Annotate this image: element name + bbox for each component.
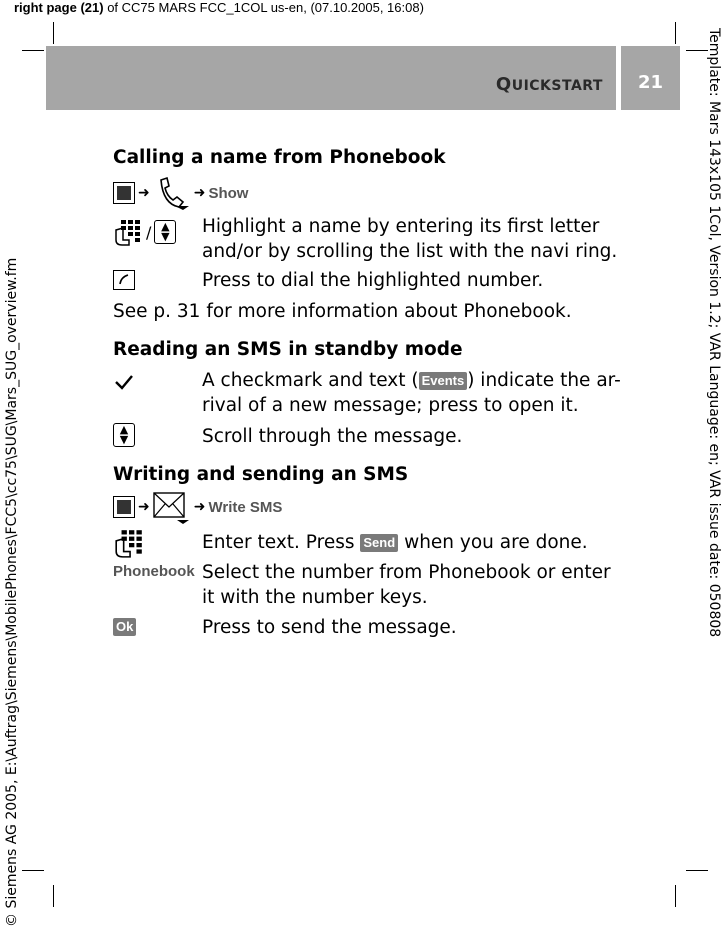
menu-key-icon [113, 182, 135, 204]
print-slug [14, 0, 424, 16]
slug-page-ref: right page (21) [14, 0, 104, 15]
read-sms-step-2: Scroll through the message. [202, 426, 463, 447]
crop-mark [675, 22, 676, 44]
write-sms-key-sequence [113, 492, 282, 522]
ok-softkey-symbol [113, 616, 136, 636]
crop-mark [686, 50, 708, 51]
crop-mark [53, 22, 54, 44]
arrow-icon: ➜ [193, 499, 206, 515]
section-title-read-sms: Reading an SMS in standby mode [113, 339, 463, 360]
crop-mark [22, 50, 44, 51]
side-template-info: Template: Mars 143x105 1Col, Version 1.2; VAR Language: en; VAR issue date: 050808 [706, 28, 722, 638]
crop-mark [675, 885, 676, 907]
read-sms-step-1: A checkmark and text ( Events ) indicate the ar-rival of a new message; press to open it. [202, 370, 621, 416]
keypad-icon [113, 528, 145, 562]
page-title: QUICKSTART [495, 74, 603, 95]
send-softkey: Send [360, 534, 398, 552]
slash-separator: / [146, 222, 152, 242]
write-sms-step-2: Select the number from Phonebook or enter it with the number keys. [202, 562, 611, 608]
page-number: 21 [637, 72, 664, 93]
crop-mark [686, 870, 708, 871]
ok-softkey: Ok [113, 618, 136, 636]
phonebook-key-sequence [113, 178, 248, 208]
side-file-path: © Siemens AG 2005, E:\Auftrag\Siemens\MobilePhones\FCC5\cc75\SUG\Mars_SUG_overview.fm [4, 257, 20, 927]
envelope-icon [153, 490, 191, 524]
write-sms-softkey-label: Write SMS [208, 498, 283, 516]
write-sms-step-1: Enter text. Press Send when you are done. [202, 532, 588, 553]
section-title-phonebook: Calling a name from Phonebook [113, 147, 446, 168]
phone-handset-icon [153, 176, 191, 210]
phonebook-step-1: Highlight a name by entering its first letter and/or by scrolling the list with the navi ring. [202, 216, 618, 262]
phonebook-softkey-label: Phonebook [113, 563, 195, 580]
write-sms-step-3: Press to send the message. [202, 617, 457, 638]
menu-key-icon [113, 496, 135, 518]
crop-mark [22, 870, 44, 871]
call-key-icon [113, 270, 135, 294]
section-title-write-sms: Writing and sending an SMS [113, 464, 409, 485]
show-softkey-label: Show [208, 184, 249, 202]
slug-details: of CC75 MARS FCC_1COL us-en, (07.10.2005, 16:08) [103, 0, 424, 15]
events-softkey: Events [419, 372, 468, 390]
phonebook-step-2: Press to dial the highlighted number. [202, 270, 544, 291]
arrow-icon: ➜ [138, 185, 150, 201]
navi-ring-icon: ▲ ▼ [154, 220, 176, 244]
crop-mark [53, 885, 54, 907]
keypad-navi-symbols [113, 218, 176, 246]
phonebook-note: See p. 31 for more information about Phonebook. [113, 301, 572, 322]
arrow-icon: ➜ [138, 499, 150, 515]
arrow-icon: ➜ [193, 185, 206, 201]
navi-ring-icon: ▲ ▼ [113, 423, 135, 447]
checkmark-icon [113, 372, 135, 396]
keypad-icon [113, 218, 143, 246]
